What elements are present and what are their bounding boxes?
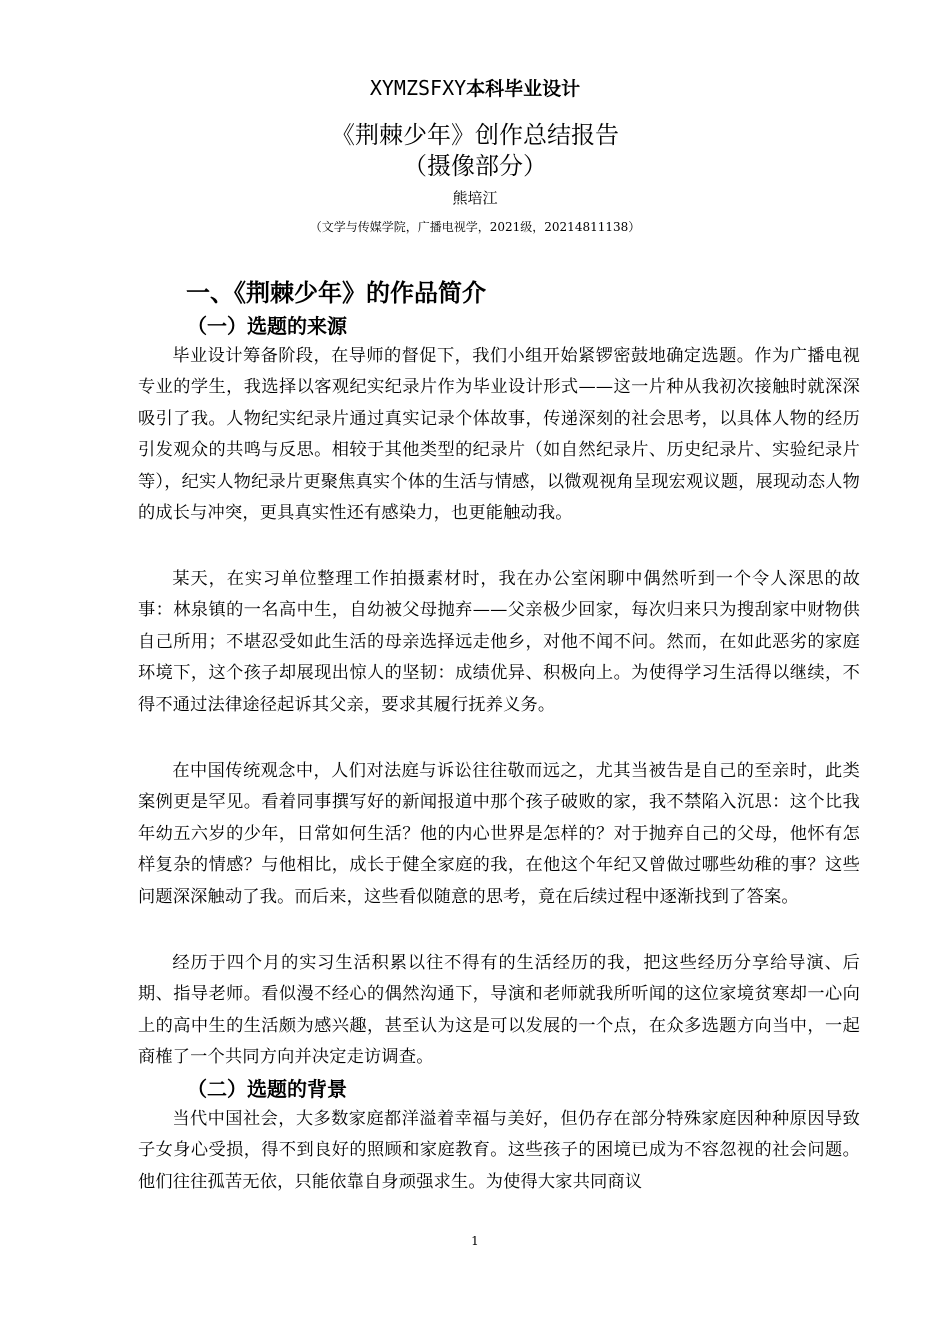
page-number: 1 — [471, 1234, 479, 1248]
author-name: 熊培江 — [452, 189, 498, 207]
section-heading: 一、《荆棘少年》的作品简介 — [186, 279, 486, 307]
body-paragraph: 某天，在实习单位整理工作拍摄素材时，我在办公室闲聊中偶然听到一个令人深思的故事：林泉镇的一名高中生，自幼被父母抛弃——父亲极少回家，每次归来只为搜刮家中财物供自己所用；不堪忍受如此生活的母亲选择远走他乡，对他不闻不问。然而，在如此恶劣的家庭环境下，这个孩子却展现出惊人的坚韧：成绩优异、积极向上。为使得学习生活得以继续，不得不通过法律途径起诉其父亲，要求其履行抚养义务。 — [138, 569, 860, 715]
body-paragraph: 在中国传统观念中，人们对法庭与诉讼往往敬而远之，尤其当被告是自己的至亲时，此类案例更是罕见。看着同事撰写好的新闻报道中那个孩子破败的家，我不禁陷入沉思：这个比我年幼五六岁的少年，日常如何生活？他的内心世界是怎样的？对于抛弃自己的父母，他怀有怎样复杂的情感？与他相比，成长于健全家庭的我，在他这个年纪又曾做过哪些幼稚的事？这些问题深深触动了我。而后来，这些看似随意的思考，竟在后续过程中逐渐找到了答案。 — [138, 761, 860, 907]
subsection-heading-source: （一）选题的来源 — [187, 314, 347, 338]
body-paragraph: 当代中国社会，大多数家庭都洋溢着幸福与美好，但仍存在部分特殊家庭因种种原因导致子女身心受损，得不到良好的照顾和家庭教育。这些孩子的困境已成为不容忽视的社会问题。他们往往孤苦无依，只能依靠自身顽强求生。为使得大家共同商议 — [138, 1109, 860, 1192]
header-code: XYMZSFXY — [369, 76, 467, 100]
body-paragraph: 毕业设计筹备阶段，在导师的督促下，我们小组开始紧锣密鼓地确定选题。作为广播电视专业的学生，我选择以客观纪实纪录片作为毕业设计形式——这一片种从我初次接触时就深深吸引了我。人物纪实纪录片通过真实记录个体故事，传递深刻的社会思考，以具体人物的经历引发观众的共鸣与反思。相较于其他类型的纪录片（如自然纪录片、历史纪录片、实验纪录片等），纪实人物纪录片更聚焦真实个体的生活与情感，以微观视角呈现宏观议题，展现动态人物的成长与冲突，更具真实性还有感染力，也更能触动我。 — [138, 346, 860, 524]
header-label: 本科毕业设计 — [466, 78, 581, 100]
report-title: 《荆棘少年》创作总结报告 — [331, 121, 619, 149]
body-paragraph: 经历于四个月的实习生活积累以往不得有的生活经历的我，把这些经历分享给导演、后期、指导老师。看似漫不经心的偶然沟通下，导演和老师就我所听闻的这位家境贫寒却一心向上的高中生的生活颇为感兴趣，甚至认为这是可以发展的一个点，在众多选题方向当中，一起商榷了一个共同方向并决定走访调查。 — [138, 953, 860, 1068]
document-header — [0, 76, 950, 101]
report-subtitle: （摄像部分） — [403, 152, 547, 180]
author-affiliation: （文学与传媒学院，广播电视学，2021级，20214811138） — [309, 220, 641, 234]
subsection-heading-background: （二）选题的背景 — [187, 1077, 347, 1101]
